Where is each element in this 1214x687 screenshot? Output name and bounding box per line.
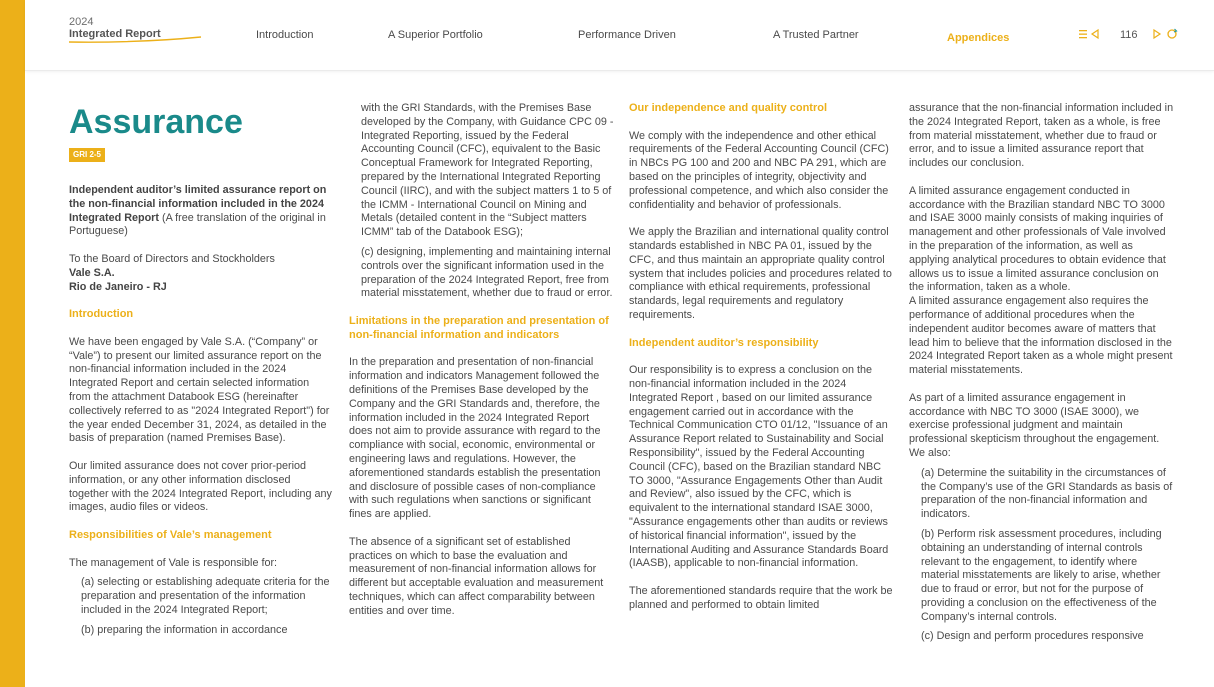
paragraph: We comply with the independence and other ethical requirements of the Federal Accounting Council (CFC) in NBCs PG 100 and 200 and NBC PA 291, which are based on the principles of integrity, objectivity and professional competence, and which also consider the confidentiality and behavior of professionals. (629, 129, 889, 211)
paragraph: The aforementioned standards require that the work be planned and performed to obtain limited (629, 584, 893, 611)
list-item-continued: with the GRI Standards, with the Premises Base developed by the Company, with Guidance CPC 09 - Integrated Reporting, issued by the Federal Accounting Council (CFC), equivalent to the Basic Conceptual Framework for Integrated Reporting, prepared by the International Integrated Reporting Council (IIRC), and with the subject matters 1 to 5 of the ICMM - International Council on Mining and Metals (detailed content in the “Subject matters ICMM” tab of the Databook ESG); (361, 102, 614, 239)
page-controls (1078, 28, 1180, 44)
menu-icon[interactable] (1078, 28, 1088, 40)
paragraph: The absence of a significant set of established practices on which to base the evaluation and measurement of non-financial information allows for different but acceptable evaluation and measurement techniques, which can affect comparability between entities and over time. (349, 535, 604, 617)
gri-badge: GRI 2-5 (69, 148, 105, 162)
paragraph: We apply the Brazilian and international quality control standards established in NBC PA 01, issued by the CFC, and thus maintain an appropriate quality control system that includes policies and procedures related to compliance with ethical requirements, professional standards, legal requirements and regulatory requirements. (629, 226, 892, 321)
report-intro-note: (A free translation of the original in Portuguese) (69, 211, 326, 238)
heading-auditor-responsibility: Independent auditor’s responsibility (629, 336, 819, 349)
refresh-icon[interactable] (1166, 28, 1178, 40)
next-page-icon[interactable] (1152, 28, 1162, 40)
top-navigation-bar (25, 0, 1214, 71)
addressee-block (69, 253, 332, 294)
paragraph: assurance that the non-financial information included in the 2024 Integrated Report, taken as a whole, is free from material misstatement, whether due to fraud or error, and to issue a limited assurance report that includes our conclusion. (909, 102, 1174, 170)
report-intro-bold: Independent auditor’s limited assurance report on the non-financial information included in the 2024 Integrated Report (69, 184, 327, 224)
nav-introduction[interactable]: Introduction (256, 29, 314, 41)
previous-page-icon[interactable] (1090, 28, 1100, 40)
paragraph: Our limited assurance does not cover prior-period information, or any other information disclosed together with the 2024 Integrated Report, including any images, audio files or videos. (69, 459, 332, 514)
paragraph: Our responsibility is to express a conclusion on the non-financial information included in the 2024 Integrated Report , based on our limited assurance engagement carried out in accordance with the Technical Communication CTO 01/12, "Issuance of an Assurance Report related to Sustainability and Social Responsibility", issued by the Federal Accounting Council (CFC), based on the Brazilian standard NBC TO 3000, "Assurance Engagements Other than Audit and Review", also issued by the CFC, which is equivalent to the international standard ISAE 3000, "Assurance engagements other than audits or reviews of historical financial information", issued by the International Auditing and Assurance Standards Board (IAASB), applicable to non-financial information. (629, 364, 889, 570)
nav-trusted-partner[interactable]: A Trusted Partner (773, 29, 859, 41)
list-item: (c) Design and perform procedures responsive (921, 630, 1144, 643)
list-item: (b) Perform risk assessment procedures, including obtaining an understanding of internal controls relevant to the engagement, to identify where material misstatements are likely to arise, whether due to fraud or error, but not for the purpose of providing a conclusion on the effectiveness of the Company’s internal controls. (921, 527, 1162, 623)
logo-year: 2024 (69, 16, 94, 28)
paragraph: A limited assurance engagement conducted in accordance with the Brazilian standard NBC TO 3000 and ISAE 3000 mainly consists of making inquiries of management and other professionals of Vale involved in the preparation of the information, as well as applying analytical procedures to obtain evidence that allows us to issue a limited assurance conclusion on the information, taken as a whole. (909, 184, 1166, 294)
paragraph: As part of a limited assurance engagement in accordance with NBC TO 3000 (ISAE 3000), we exercise professional judgment and maintain professional skepticism throughout the engagement. We also: (909, 391, 1160, 459)
heading-limitations: Limitations in the preparation and presentation of non-financial information and indicators (349, 314, 609, 341)
page-title: Assurance (69, 103, 243, 141)
column-4 (909, 102, 1174, 644)
heading-management-responsibilities: Responsibilities of Vale’s management (69, 528, 272, 541)
list-item: (c) designing, implementing and maintaining internal controls over the significant information used in the preparation of the 2024 Integrated Report, free from material misstatement, whether due to fraud or error. (361, 245, 613, 300)
list-item: (b) preparing the information in accordance (81, 623, 288, 636)
nav-appendices[interactable]: Appendices (947, 32, 1010, 44)
report-intro (69, 184, 332, 239)
heading-independence: Our independence and quality control (629, 102, 828, 114)
nav-performance-driven[interactable]: Performance Driven (578, 29, 676, 41)
page-number: 116 (1120, 29, 1138, 41)
paragraph: The management of Vale is responsible for: (69, 556, 278, 569)
list-item: (a) selecting or establishing adequate criteria for the preparation and presentation of the information included in the 2024 Integrated Report; (81, 576, 330, 616)
heading-introduction: Introduction (69, 308, 134, 321)
paragraph: We have been engaged by Vale S.A. (“Company” or “Vale”) to present our limited assurance report on the non-financial information included in the 2024 Integrated Report and certain selected information from the attachment Databook ESG (hereinafter collectively referred to as "2024 Integrated Report") for the year ended December 31, 2024, as detailed in the basis of preparation (named Premises Base). (69, 335, 330, 445)
column-3 (629, 102, 893, 626)
side-accent-bar (0, 0, 25, 687)
logo-swoosh-icon (69, 36, 201, 44)
logo-title: Integrated Report (69, 28, 161, 40)
paragraph: A limited assurance engagement also requires the performance of additional procedures when the independent auditor becomes aware of matters that lead him to believe that the information disclosed in the 2024 Integrated Report taken as a whole might present material misstatements. (909, 295, 1173, 377)
column-1 (69, 102, 332, 638)
addressee: To the Board of Directors and Stockholders (69, 252, 275, 265)
column-2 (349, 102, 615, 632)
company-city: Rio de Janeiro - RJ (69, 280, 167, 293)
nav-superior-portfolio[interactable]: A Superior Portfolio (388, 29, 483, 41)
report-logo[interactable] (69, 16, 161, 41)
list-item: (a) Determine the suitability in the circumstances of the Company’s use of the GRI Standards as basis of preparation of the non-financial information and indicators. (921, 466, 1173, 521)
paragraph: In the preparation and presentation of non-financial information and indicators Management followed the definitions of the Premises Base developed by the Company and the GRI Standards and, therefore, the information included in the 2024 Integrated Report does not aim to provide assurance with regard to the compliance with social, economic, environmental or engineering laws and regulations. However, the aforementioned standards establish the presentation and disclosure of possible cases of non-compliance with such regulations when sanctions or significant fines are applied. (349, 356, 601, 521)
company-name: Vale S.A. (69, 266, 115, 279)
